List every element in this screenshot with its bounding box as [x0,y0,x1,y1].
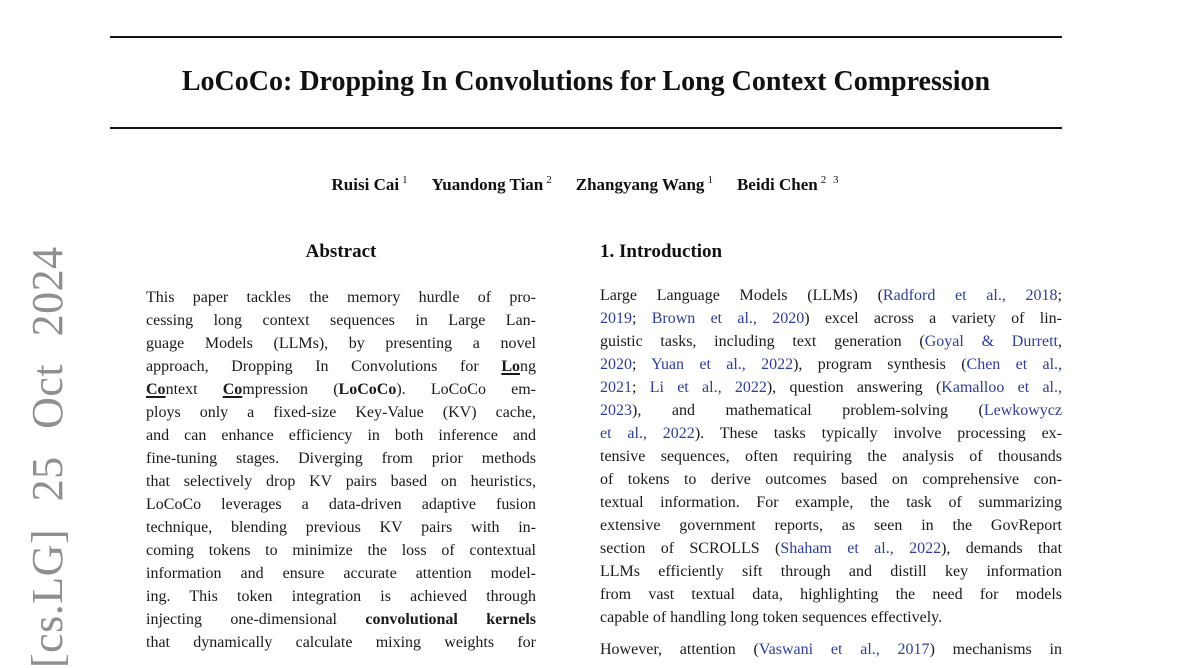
text-line [600,606,1062,629]
text-line [146,286,536,309]
text-line [146,447,536,470]
body-text: information and ensure accurate attention model- [146,565,536,582]
text-line [600,560,1062,583]
abstract-body [146,286,536,654]
text-line [146,424,536,447]
citation-link[interactable]: Radford et al., 2018 [882,287,1058,304]
citation-link[interactable]: et al., 2022 [600,425,695,442]
text-line [146,539,536,562]
citation-link[interactable]: Kamalloo et al., [941,379,1063,396]
author-name: Yuandong Tian $^2$ [431,174,554,194]
text-line [146,309,536,332]
body-text: guage Models (LLMs), by presenting a novel [146,335,536,352]
arxiv-watermark: [cs.LG] 25 Oct 2024 [23,246,72,668]
body-text: ing. This token integration is achieved through [146,588,536,605]
body-text: that dynamically calculate mixing weights for [146,634,536,651]
citation-link[interactable]: Brown et al., 2020 [651,310,805,327]
text-line [600,638,1062,661]
body-text: guistic tasks, including text generation ( [600,333,925,350]
author-name: Beidi Chen $^{2 3}$ [736,174,841,194]
body-text: textual information. For example, the task of summarizing [600,494,1062,511]
emphasized-text: Co [222,381,243,398]
body-text: that selectively drop KV pairs based on heuristics, [146,473,536,490]
body-text: mpression ( [242,381,339,398]
body-text: ) excel across a variety of lin- [804,310,1063,327]
body-text: capable of handling long token sequences effectively. [600,609,943,626]
body-text: technique, blending previous KV pairs with in- [146,519,536,536]
body-text: and can enhance efficiency in both inference and [146,427,536,444]
author-affiliation-superscript: 2 3 [820,174,841,186]
text-line [600,330,1062,353]
body-text: ) mechanisms in [929,641,1063,658]
body-text: ploys only a fixed-size Key-Value (KV) cache, [146,404,536,421]
body-text: ntext [165,381,223,398]
body-text: from vast textual data, highlighting the need for models [600,586,1062,603]
text-line [600,491,1062,514]
body-text: ; [632,379,650,396]
text-line [146,470,536,493]
body-text: coming tokens to minimize the loss of contextual [146,542,536,559]
text-line [600,422,1062,445]
author-affiliation-superscript: 1 [707,174,715,186]
text-line [146,631,536,654]
body-text: Large Language Models (LLMs) ( [600,287,883,304]
emphasized-text: convolutional kernels [365,611,537,628]
citation-link[interactable]: Yuan et al., 2022 [651,356,794,373]
body-text: section of SCROLLS ( [600,540,781,557]
body-text: LLMs efficiently sift through and distill key information [600,563,1062,580]
text-line [600,583,1062,606]
emphasized-text: LoCoCo [338,381,397,398]
citation-link[interactable]: Li et al., 2022 [649,379,767,396]
text-line [146,332,536,355]
body-text: ). LoCoCo em- [396,381,536,398]
text-line [600,537,1062,560]
introduction-heading: 1. Introduction [600,241,723,262]
abstract-column [110,240,572,654]
text-line [600,399,1062,422]
author-line [110,174,1062,195]
author-name: Ruisi Cai $^1$ [331,174,410,194]
citation-link[interactable]: 2019 [600,310,632,327]
text-line [600,353,1062,376]
text-line [146,562,536,585]
header-rule-bottom [110,127,1062,129]
text-line [146,516,536,539]
text-line [600,468,1062,491]
body-text: LoCoCo leverages a data-driven adaptive fusion [146,496,536,513]
citation-link[interactable]: 2020 [600,356,632,373]
body-text: extensive government reports, as seen in the GovReport [600,517,1062,534]
emphasized-text: Co [146,381,166,398]
body-text: approach, Dropping In Convolutions for [146,358,502,375]
citation-link[interactable]: Goyal & Durrett [924,333,1058,350]
introduction-column [600,240,1062,661]
body-text: ), and mathematical problem-solving ( [632,402,984,419]
text-line [600,307,1062,330]
body-text: , [1058,333,1062,350]
body-text: ; [632,356,652,373]
text-line [146,585,536,608]
paper-title: LoCoCo: Dropping In Convolutions for Long Context Compression [181,66,991,97]
body-text: This paper tackles the memory hurdle of pro- [146,289,536,306]
emphasized-text: Lo [501,358,520,375]
body-text: ), demands that [941,540,1063,557]
body-text: cessing long context sequences in Large Lan- [146,312,536,329]
header-rule-top [110,36,1062,38]
text-line [600,445,1062,468]
text-line [600,284,1062,307]
author-affiliation-superscript: 1 [402,174,410,186]
text-line [600,514,1062,537]
text-line [146,401,536,424]
citation-link[interactable]: Vaswani et al., 2017 [758,641,930,658]
text-line [146,493,536,516]
body-text: ; [1057,287,1062,304]
text-line [146,608,536,631]
text-line [600,376,1062,399]
citation-link[interactable]: 2023 [600,402,632,419]
text-line [146,355,536,378]
body-text: injecting one-dimensional [146,611,366,628]
body-text: of tokens to derive outcomes based on comprehensive con- [600,471,1062,488]
body-text: ; [632,310,652,327]
text-line [146,378,536,401]
body-text: ), question answering ( [766,379,942,396]
introduction-body [600,284,1062,661]
citation-link[interactable]: Shaham et al., 2022 [780,540,942,557]
body-text: ng [520,358,536,375]
author-name: Zhangyang Wang $^1$ [575,174,715,194]
body-text: ), program synthesis ( [793,356,967,373]
body-text: fine-tuning stages. Diverging from prior methods [146,450,536,467]
citation-link[interactable]: Chen et al., [966,356,1063,373]
citation-link[interactable]: 2021 [600,379,632,396]
citation-link[interactable]: Lewkowycz [983,402,1062,419]
author-affiliation-superscript: 2 [546,174,554,186]
body-text: However, attention ( [600,641,759,658]
body-text: tensive sequences, often requiring the analysis of thousands [600,448,1062,465]
abstract-heading: Abstract [305,241,377,262]
body-text: ). These tasks typically involve processing ex- [694,425,1063,442]
